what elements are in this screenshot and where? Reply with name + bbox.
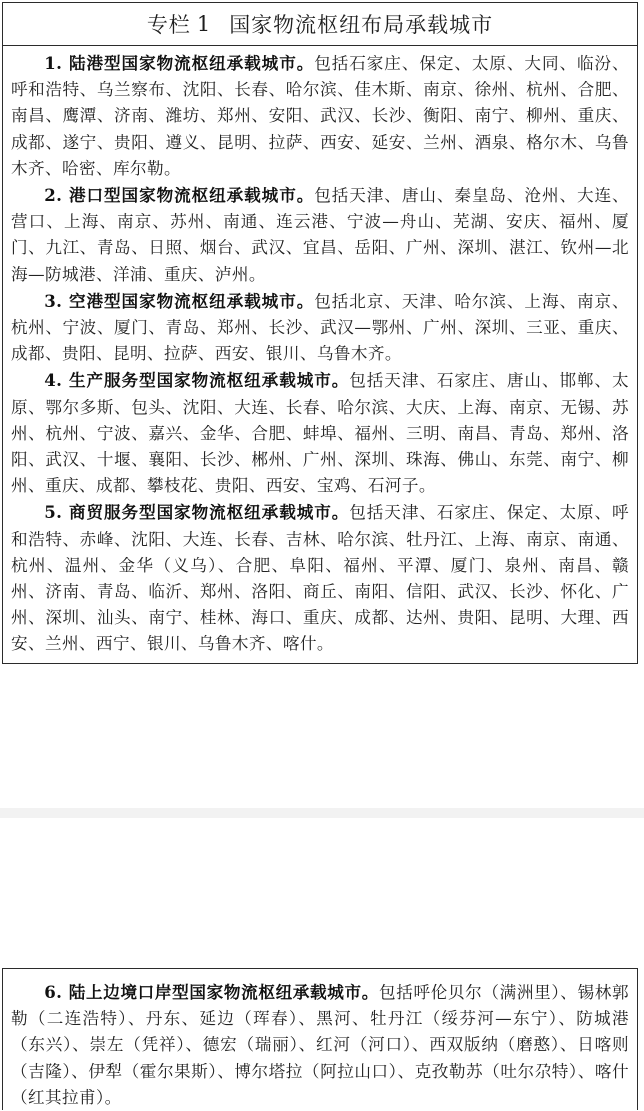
section-body: 包括北京、天津、哈尔滨、上海、南京、杭州、宁波、厦门、青岛、郑州、长沙、武汉—鄂州、广州、深圳、三亚、重庆、成都、贵阳、昆明、拉萨、西安、银川、乌鲁木齐。 [11,291,629,364]
section-airport [11,288,629,368]
section-land-port [11,50,629,182]
column-box [2,2,638,664]
column-title-prefix: 专栏 [146,13,191,37]
section-heading: 3. 空港型国家物流枢纽承载城市。 [44,290,315,311]
section-trade-service [11,499,629,657]
column-title-number: 1 [196,12,212,36]
column-title [3,3,637,46]
section-body: 包括石家庄、保定、太原、大同、临汾、呼和浩特、乌兰察布、沈阳、长春、哈尔滨、佳木斯、南京、徐州、杭州、合肥、南昌、鹰潭、济南、潍坊、郑州、安阳、武汉、长沙、衡阳、南宁、柳州、重庆、成都、遂宁、贵阳、遵义、昆明、拉萨、西安、延安、兰州、酒泉、格尔木、乌鲁木齐、哈密、库尔勒。 [11,54,629,178]
section-body: 包括天津、石家庄、唐山、邯郸、太原、鄂尔多斯、包头、沈阳、大连、长春、哈尔滨、大庆、上海、南京、无锡、苏州、杭州、宁波、嘉兴、金华、合肥、蚌埠、福州、三明、南昌、青岛、郑州、洛阳、武汉、十堰、襄阳、长沙、郴州、广州、深圳、珠海、佛山、东莞、南宁、柳州、重庆、成都、攀枝花、贵阳、西安、宝鸡、石河子。 [11,371,629,496]
section-heading: 5. 商贸服务型国家物流枢纽承载城市。 [44,502,350,523]
section-border-port [11,979,629,1111]
section-production-service [11,367,629,499]
section-heading: 1. 陆港型国家物流枢纽承载城市。 [44,53,315,73]
section-heading: 4. 生产服务型国家物流枢纽承载城市。 [44,370,350,391]
column-title-text: 国家物流枢纽布局承载城市 [229,13,494,37]
page-break-band [0,808,644,818]
section-body: 包括呼伦贝尔（满洲里）、锡林郭勒（二连浩特）、丹东、延边（珲春）、黑河、牡丹江（绥芬河—东宁）、防城港（东兴）、崇左（凭祥）、德宏（瑞丽）、红河（河口）、西双版纳（磨憨）、日喀则（吉隆）、伊犁（霍尔果斯）、博尔塔拉（阿拉山口）、克孜勒苏（吐尔尕特）、喀什（红其拉甫）。 [11,983,630,1107]
section-seaport [11,182,629,288]
column-content-continued [3,969,637,1111]
section-body: 包括天津、石家庄、保定、太原、呼和浩特、赤峰、沈阳、大连、长春、吉林、哈尔滨、牡丹江、上海、南京、南通、杭州、温州、金华（义乌）、合肥、阜阳、福州、平潭、厦门、泉州、南昌、赣州、济南、青岛、临沂、郑州、洛阳、商丘、南阳、信阳、武汉、长沙、怀化、广州、深圳、汕头、南宁、桂林、海口、重庆、成都、达州、贵阳、昆明、大理、西安、兰州、西宁、银川、乌鲁木齐、喀什。 [11,503,629,654]
section-body: 包括天津、唐山、秦皇岛、沧州、大连、营口、上海、南京、苏州、南通、连云港、宁波—舟山、芜湖、安庆、福州、厦门、九江、青岛、日照、烟台、武汉、宜昌、岳阳、广州、深圳、湛江、钦州—北海—防城港、洋浦、重庆、泸州。 [11,186,629,284]
section-heading: 6. 陆上边境口岸型国家物流枢纽承载城市。 [44,982,379,1002]
section-heading: 2. 港口型国家物流枢纽承载城市。 [44,185,315,206]
column-content [3,46,637,658]
column-box-continued [2,968,638,1110]
